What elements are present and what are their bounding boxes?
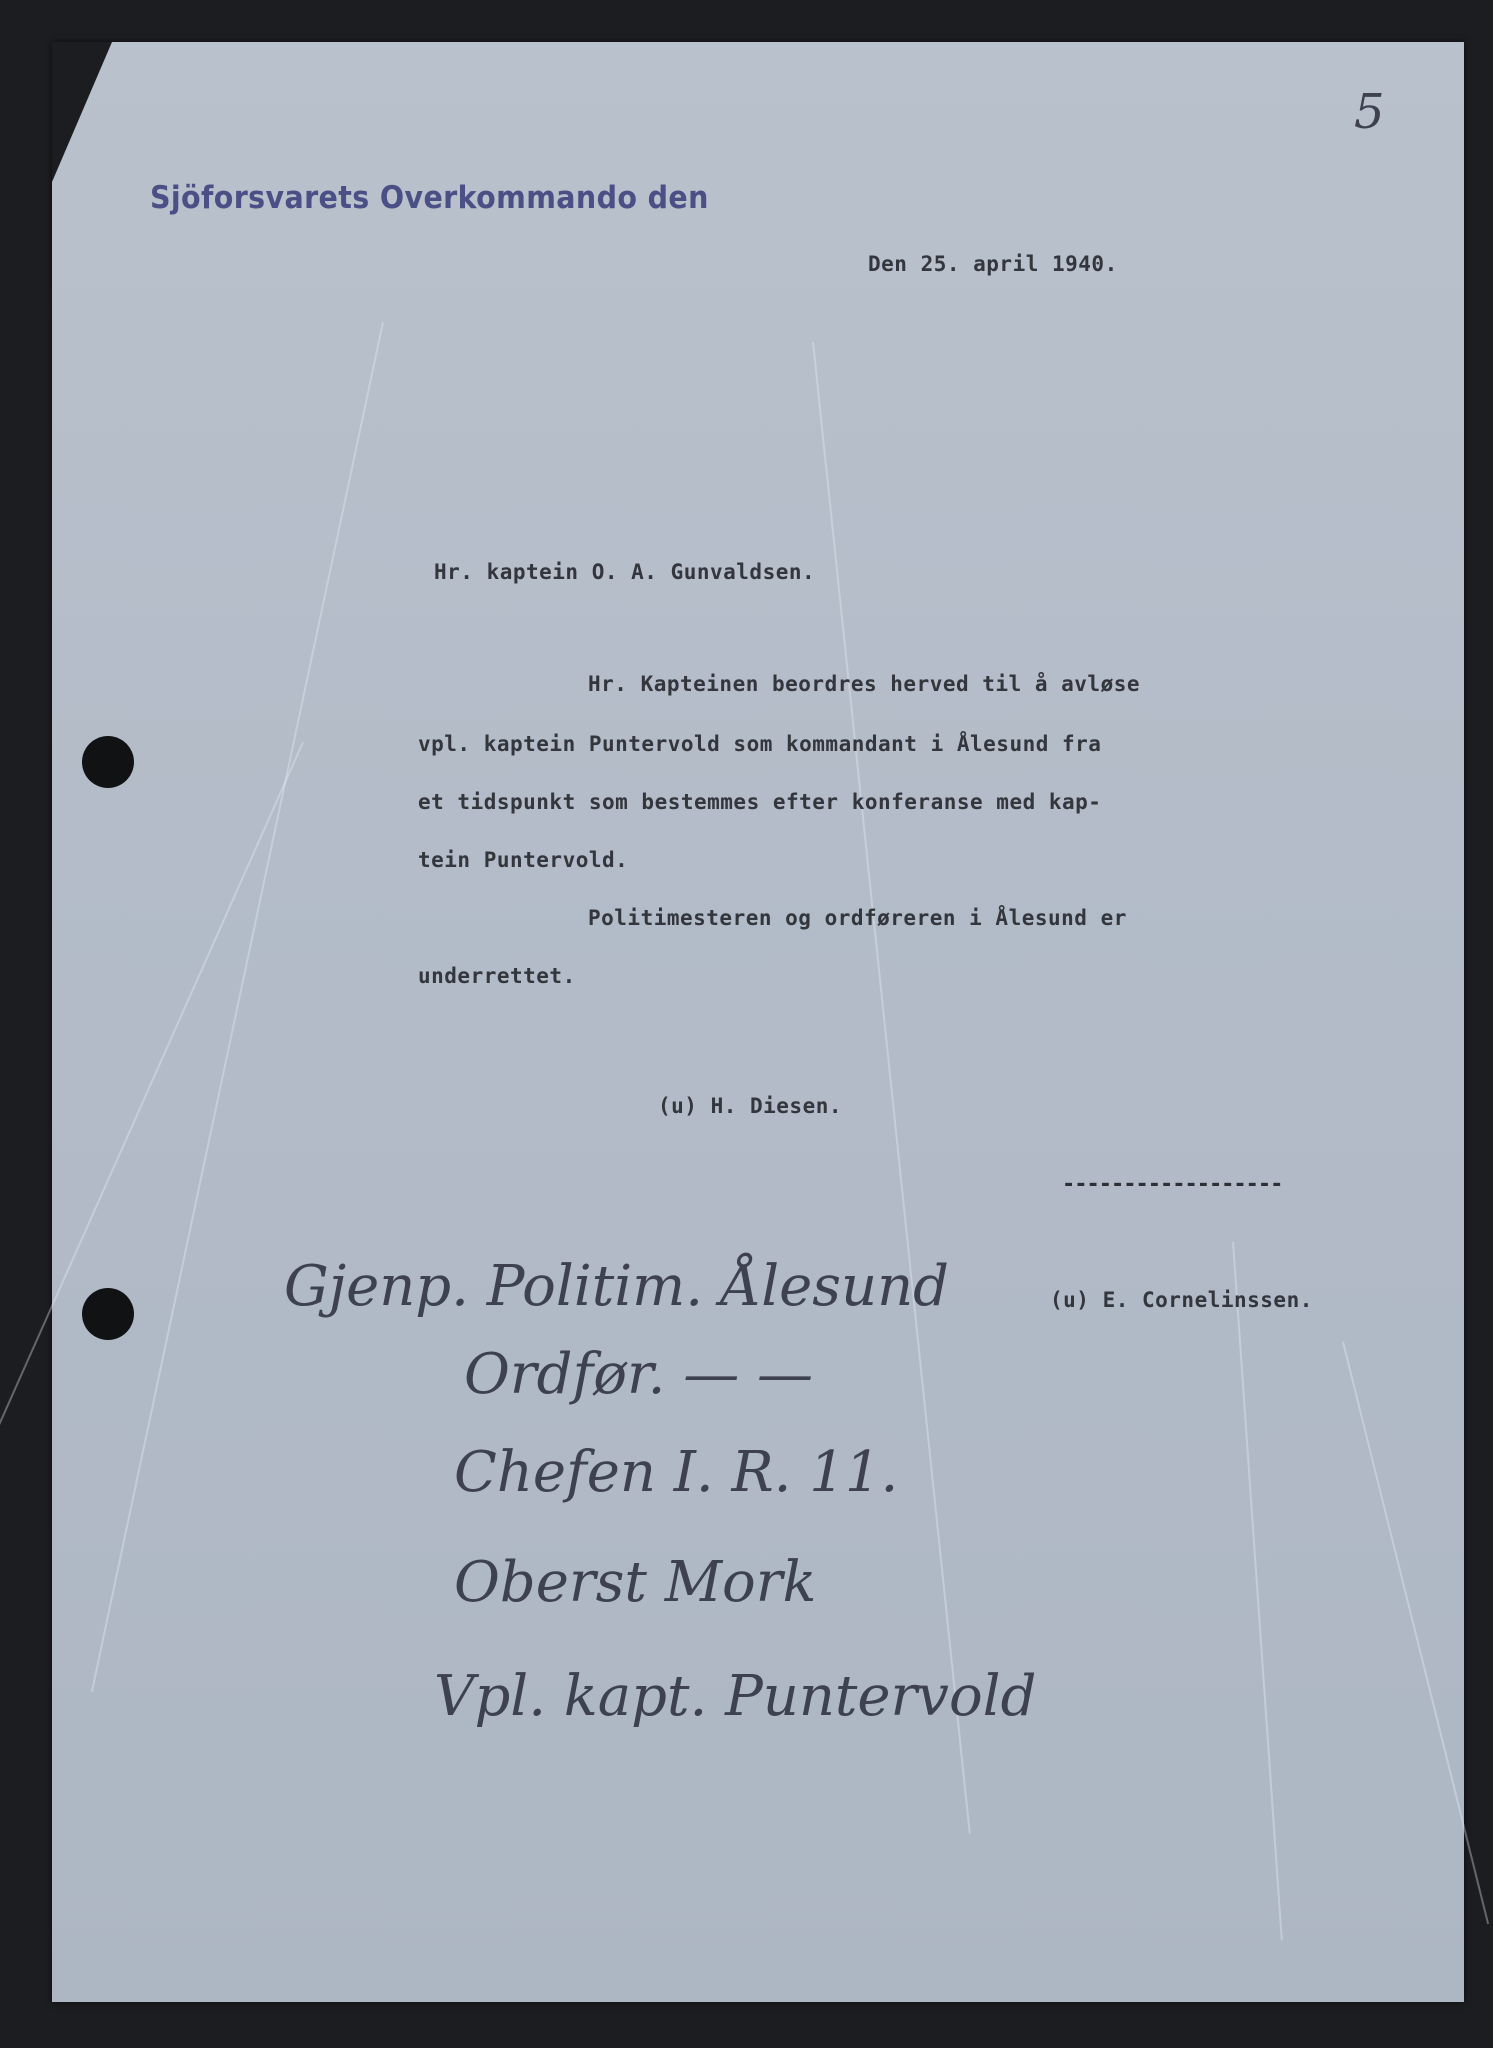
signature-cornelinssen: (u) E. Cornelinssen.: [1050, 1288, 1313, 1312]
body-line-3: et tidspunkt som bestemmes efter konferanse med kap-: [418, 790, 1102, 814]
body-line-1: Hr. Kapteinen beordres herved til å avløse: [588, 672, 1141, 696]
paper-sheet: [52, 42, 1464, 2002]
folded-corner: [52, 42, 112, 182]
handwritten-line-1: Gjenp. Politim. Ålesund: [284, 1254, 950, 1319]
signature-diesen: (u) H. Diesen.: [658, 1094, 843, 1118]
paper-crease: [0, 742, 304, 1565]
body-line-5: Politimesteren og ordføreren i Ålesund er: [588, 906, 1127, 930]
addressee: Hr. kaptein O. A. Gunvaldsen.: [434, 560, 816, 584]
date-line: Den 25. april 1940.: [868, 252, 1118, 276]
punch-hole-upper: [82, 736, 134, 788]
header-stamp: Sjöforsvarets Overkommando den: [150, 180, 709, 216]
body-line-4: tein Puntervold.: [418, 848, 629, 872]
paper-crease: [91, 322, 384, 1692]
paper-crease: [1232, 1242, 1283, 1940]
paper-crease: [1342, 1342, 1489, 1925]
body-line-2: vpl. kaptein Puntervold som kommandant i Ålesund fra: [418, 732, 1102, 756]
punch-hole-lower: [82, 1288, 134, 1340]
handwritten-line-4: Oberst Mork: [454, 1550, 817, 1615]
body-line-6: underrettet.: [418, 964, 576, 988]
handwritten-line-5: Vpl. kapt. Puntervold: [434, 1664, 1037, 1729]
paper-crease: [812, 342, 971, 1834]
handwritten-line-3: Chefen I. R. 11.: [454, 1440, 899, 1505]
handwritten-line-2: Ordfør. — —: [464, 1342, 813, 1407]
page-number: 5: [1354, 84, 1385, 140]
signature-divider: ------------------: [1062, 1172, 1283, 1197]
